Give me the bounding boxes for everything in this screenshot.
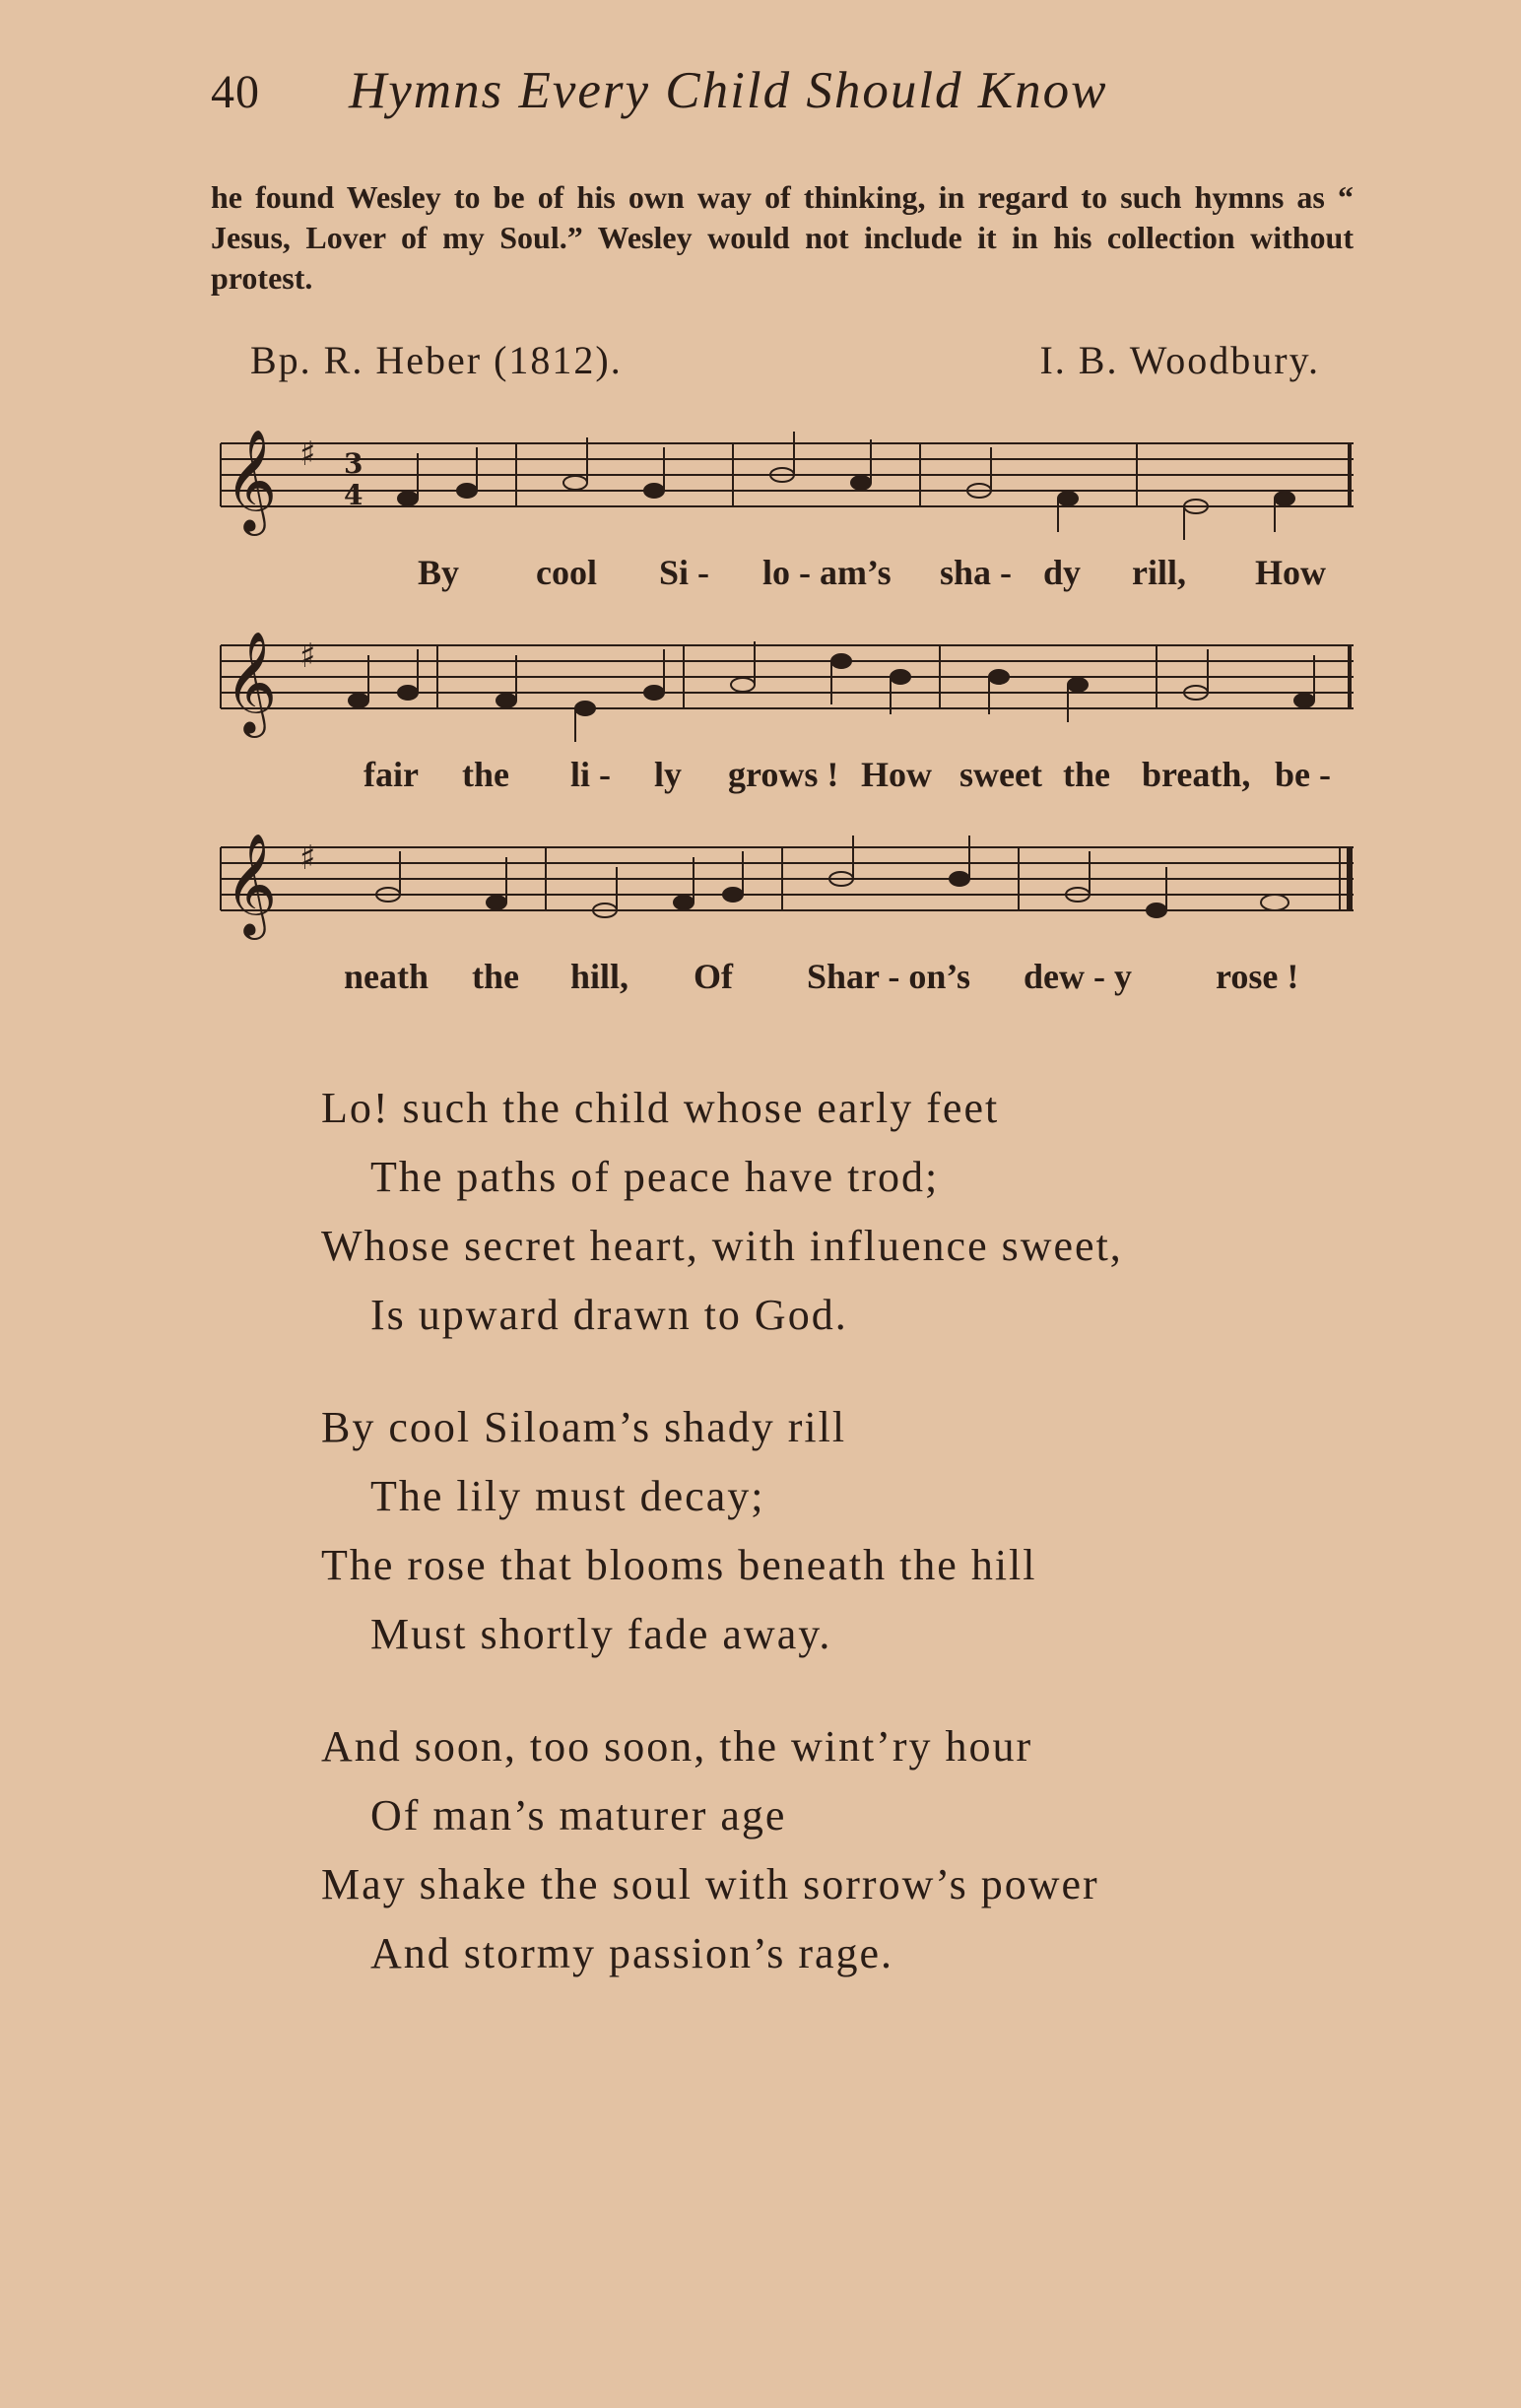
lyric-syllable: How bbox=[861, 755, 932, 794]
poem-line: Is upward drawn to God. bbox=[370, 1291, 848, 1339]
prose-text: he found Wesley to be of his own way of thinking, in regard to such hymns as “ Jesus, Lover of my Soul.” Wesley would not include it in his collection without protest. bbox=[211, 179, 1354, 296]
composer-credit: I. B. Woodbury. bbox=[1039, 338, 1320, 382]
poem-line: And stormy passion’s rage. bbox=[370, 1929, 894, 1977]
lyric-syllable: be - bbox=[1275, 755, 1331, 794]
treble-clef-icon: 𝄞 bbox=[225, 429, 278, 532]
sharp-icon: ♯ bbox=[299, 838, 316, 878]
lyric-syllable: ly bbox=[654, 755, 683, 794]
lyric-syllable: By bbox=[418, 553, 460, 592]
lyrics-line-1 bbox=[211, 552, 1354, 601]
poem-line: The paths of peace have trod; bbox=[370, 1153, 940, 1201]
poem-line: By cool Siloam’s shady rill bbox=[321, 1403, 847, 1451]
author-credit: Bp. R. Heber (1812). bbox=[250, 338, 623, 382]
lyric-syllable: rose ! bbox=[1216, 957, 1299, 996]
lyric-syllable: Shar - on’s bbox=[807, 957, 971, 996]
book-title: Hymns Every Child Should Know bbox=[349, 62, 1108, 119]
poem-line: And soon, too soon, the wint’ry hour bbox=[321, 1722, 1033, 1771]
lyric-syllable: breath, bbox=[1142, 755, 1251, 794]
lyric-syllable: neath bbox=[344, 957, 430, 996]
staff-2 bbox=[211, 616, 1354, 754]
lyric-syllable: rill, bbox=[1132, 553, 1186, 592]
lyric-syllable: cool bbox=[536, 553, 597, 592]
lyric-syllable: lo - am’s bbox=[762, 553, 892, 592]
staff-3 bbox=[211, 818, 1354, 956]
stanza-1 bbox=[321, 1074, 1405, 1350]
stanza-3 bbox=[321, 1712, 1405, 1988]
page-number: 40 bbox=[211, 66, 260, 118]
treble-clef-icon: 𝄞 bbox=[225, 833, 278, 936]
lyrics-line-2 bbox=[211, 754, 1354, 803]
poem-line: The lily must decay; bbox=[370, 1472, 765, 1520]
lyric-syllable: sweet bbox=[959, 755, 1042, 794]
lyric-syllable: the bbox=[462, 755, 509, 794]
treble-clef-icon: 𝄞 bbox=[225, 631, 278, 734]
lyric-syllable: grows ! bbox=[728, 755, 839, 794]
poem-line: May shake the soul with sorrow’s power bbox=[321, 1860, 1099, 1908]
lyric-syllable: dy bbox=[1043, 553, 1082, 592]
stanza-2 bbox=[321, 1393, 1405, 1669]
running-header bbox=[211, 61, 1108, 120]
music-system-3 bbox=[211, 818, 1354, 1005]
time-signature-icon: 3 bbox=[344, 447, 364, 480]
poem-line: Must shortly fade away. bbox=[370, 1610, 832, 1658]
poem-line: Of man’s maturer age bbox=[370, 1791, 787, 1839]
lyric-syllable: How bbox=[1255, 553, 1326, 592]
poem-line: Lo! such the child whose early feet bbox=[321, 1084, 1000, 1132]
lyric-syllable: Of bbox=[694, 957, 733, 996]
prose-paragraph bbox=[211, 177, 1354, 299]
lyric-syllable: hill, bbox=[570, 957, 629, 996]
poem-line: The rose that blooms beneath the hill bbox=[321, 1541, 1037, 1589]
poem bbox=[321, 1074, 1405, 2032]
lyric-syllable: Si - bbox=[659, 553, 710, 592]
staff-1 bbox=[211, 414, 1354, 552]
music-system-1 bbox=[211, 414, 1354, 601]
lyric-syllable: dew - y bbox=[1024, 957, 1132, 996]
music-system-2 bbox=[211, 616, 1354, 803]
lyric-syllable: fair bbox=[364, 755, 419, 794]
lyric-syllable: the bbox=[472, 957, 519, 996]
lyric-syllable: the bbox=[1063, 755, 1110, 794]
hymn-credits bbox=[250, 337, 1320, 383]
sharp-icon: ♯ bbox=[299, 435, 316, 474]
lyric-syllable: li - bbox=[570, 755, 611, 794]
poem-line: Whose secret heart, with influence sweet, bbox=[321, 1222, 1123, 1270]
lyric-syllable: sha - bbox=[940, 553, 1013, 592]
lyrics-line-3 bbox=[211, 956, 1354, 1005]
svg-text:4: 4 bbox=[344, 479, 364, 511]
sharp-icon: ♯ bbox=[299, 636, 316, 676]
